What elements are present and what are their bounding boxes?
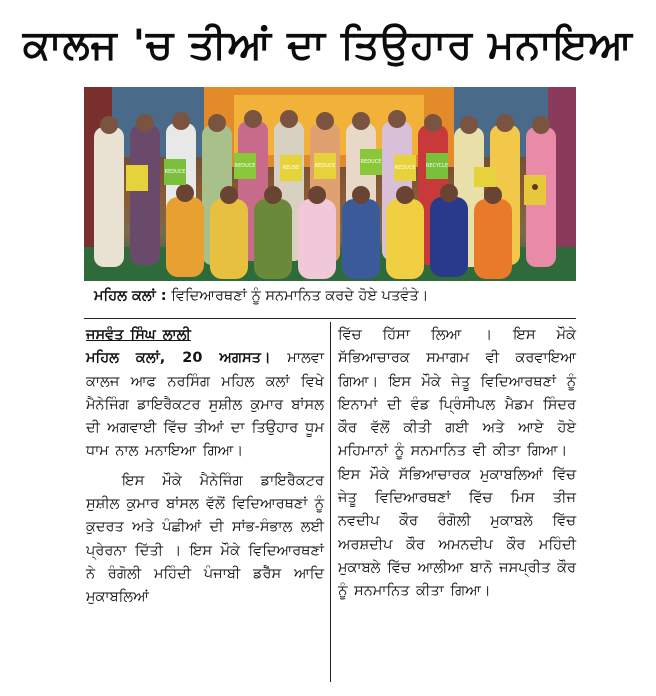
paragraph-1: ਮਾਲਵਾ ਕਾਲਜ ਆਫ ਨਰਸਿੰਗ ਮਹਿਲ ਕਲਾਂ ਵਿਖੇ ਮੈਨੇਜਿੰਗ ਡਾਇਰੈਕਟਰ ਸੁਸ਼ੀਲ ਕੁਮਾਰ ਬਾਂਸਲ ਦੀ ਅਗਵਾਈ ਵਿੱਚ ਤੀਆਂ ਦਾ ਤਿਉਹਾਰ ਧੂਮ ਧਾਮ ਨਾਲ ਮਨਾਇਆ ਗਿਆ। — [86, 350, 325, 460]
caption-text: ਵਿਦਿਆਰਥਣਾਂ ਨੂੰ ਸਨਮਾਨਿਤ ਕਰਦੇ ਹੋਏ ਪਤਵੰਤੇ। — [171, 288, 429, 304]
article-column-2 — [338, 324, 576, 604]
paragraph-4: ਇਸ ਮੌਕੇ ਸੱਭਿਆਚਾਰਕ ਮੁਕਾਬਲਿਆਂ ਵਿੱਚ ਜੇਤੂ ਵਿਦਿਆਰਥਣਾਂ ਵਿੱਚ ਮਿਸ ਤੀਜ ਨਵਦੀਪ ਕੌਰ ਰੰਗੋਲੀ ਮੁਕਾਬਲੇ ਵਿੱਚ ਅਰਸ਼ਦੀਪ ਕੌਰ ਅਮਨਦੀਪ ਕੌਰ ਮਹਿੰਦੀ ਮੁਕਾਬਲੇ ਵਿੱਚ ਆਲੀਆ ਬਾਨੋ ਜਸਪ੍ਰੀਤ ਕੌਰ ਨੂੰ ਸਨਮਾਨਿਤ ਕੀਤਾ ਗਿਆ। — [338, 466, 576, 600]
group-photo-illustration — [84, 87, 576, 281]
box-label: REDUCE — [234, 163, 256, 169]
caption-place: ਮਹਿਲ ਕਲਾਂ : — [94, 288, 167, 304]
photo-caption — [84, 283, 576, 309]
box-label: REDUCE — [164, 169, 186, 175]
box-label: RECYCLE — [425, 163, 449, 169]
paragraph-2: ਇਸ ਮੌਕੇ ਮੈਨੇਜਿੰਗ ਡਾਇਰੈਕਟਰ ਸੁਸ਼ੀਲ ਕੁਮਾਰ ਬਾਂਸਲ ਵੱਲੋਂ ਵਿਦਿਆਰਥਣਾਂ ਨੂੰ ਕੁਦਰਤ ਅਤੇ ਪੰਛੀਆਂ ਦੀ ਸਾਂਭ-ਸੰਭਾਲ ਲਈ ਪ੍ਰੇਰਨਾ ਦਿੱਤੀ । ਇਸ ਮੌਕੇ ਵਿਦਿਆਰਥਣਾਂ ਨੇ ਰੰਗੋਲੀ ਮਹਿੰਦੀ ਪੰਜਾਬੀ ਡਰੈੱਸ ਆਦਿ ਮੁਕਾਬਲਿਆਂ — [86, 472, 324, 606]
box-label: REDUCE — [360, 159, 382, 165]
top-column-rule — [84, 318, 576, 319]
news-photo — [84, 87, 576, 281]
dateline: ਮਹਿਲ ਕਲਾਂ, 20 ਅਗਸਤ। — [86, 350, 271, 367]
box-label: REDUCE — [394, 165, 416, 171]
article-column-1 — [86, 324, 324, 610]
headline: ਕਾਲਜ 'ਚ ਤੀਆਂ ਦਾ ਤਿਉਹਾਰ ਮਨਾਇਆ — [22, 22, 634, 68]
box-label: REDUCE — [314, 163, 336, 169]
box-label: REUSE — [282, 165, 300, 171]
previous-story-strip — [0, 0, 656, 9]
paragraph-3: ਵਿੱਚ ਹਿੱਸਾ ਲਿਆ । ਇਸ ਮੌਕੇ ਸੱਭਿਆਚਾਰਕ ਸਮਾਗਮ ਵੀ ਕਰਵਾਇਆ ਗਿਆ। ਇਸ ਮੌਕੇ ਜੇਤੂ ਵਿਦਿਆਰਥਣਾਂ ਨੂੰ ਇਨਾਮਾਂ ਦੀ ਵੰਡ ਪ੍ਰਿੰਸੀਪਲ ਮੈਡਮ ਸਿੰਦਰ ਕੌਰ ਵੱਲੋਂ ਕੀਤੀ ਗਈ ਅਤੇ ਆਏ ਹੋਏ ਮਹਿਮਾਨਾਂ ਨੂੰ ਸਨਮਾਨਿਤ ਵੀ ਕੀਤਾ ਗਿਆ। — [338, 327, 576, 460]
byline: ਜਸਵੰਤ ਸਿੰਘ ਲਾਲੀ — [86, 327, 191, 343]
column-divider — [330, 322, 331, 682]
